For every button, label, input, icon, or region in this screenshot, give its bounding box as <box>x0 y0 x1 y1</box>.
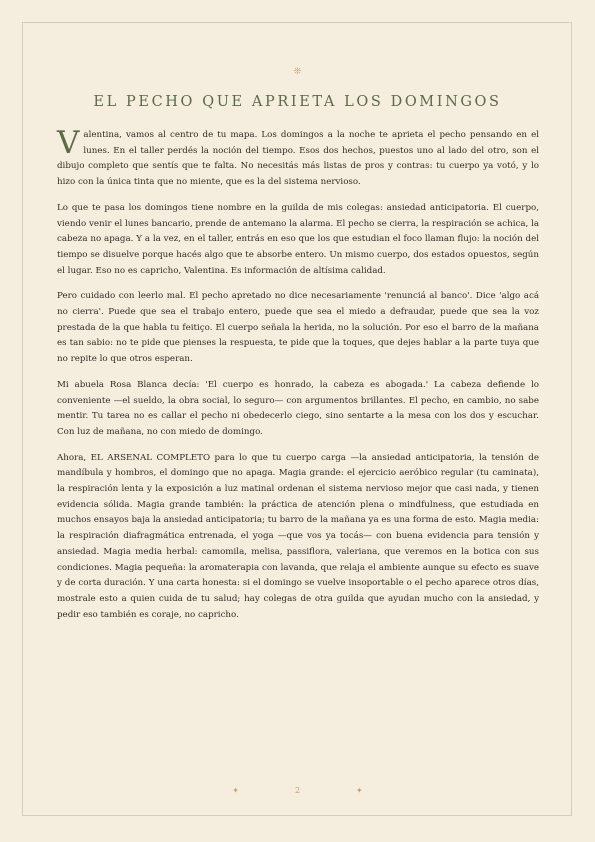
page-title: EL PECHO QUE APRIETA LOS DOMINGOS <box>93 94 502 110</box>
paragraph-3: Pero cuidado con leerlo mal. El pecho apretado no dice necesariamente 'renunciá al banco'. Dice 'algo acá no cierra'. Puede que sea el trabajo entero, puede que sea el miedo a defraudar, puede que sea la voz prestada de la que habla tu feitiço. El cuerpo señala la herida, no la solución. Por eso el barro de la mañana es tan sabio: no te pide que pienses la respuesta, te pide que la toques, que dejes hablar a la parte tuya que no repite lo que otros esperan. <box>57 291 539 365</box>
paragraph-2: Lo que te pasa los domingos tiene nombre en la guilda de mis colegas: ansiedad anticipatoria. El cuerpo, viendo venir el lunes bancario, prende de antemano la alarma. El pecho se cierra, la respiración se achica, la cabeza no apaga. Y a la vez, en el taller, entrás en eso que los que estudian el foco llaman flujo: la noción del tiempo se disuelve porque hacés algo que te absorbe entero. Un mismo cuerpo, dos estados opuestos, según el lugar. Eso no es capricho, Valentina. Es información de altísima calidad. <box>57 202 539 276</box>
footer-star-left-icon: ✦ <box>232 786 239 795</box>
drop-cap: V <box>57 125 80 161</box>
letter-body <box>57 125 539 633</box>
paragraph-1 <box>57 125 539 191</box>
top-ornament-icon: ❊ <box>293 67 302 77</box>
footer-star-right-icon: ✦ <box>356 786 363 795</box>
paragraph-5: Ahora, EL ARSENAL COMPLETO para lo que tu cuerpo carga —la ansiedad anticipatoria, la tensión de mandíbula y hombros, el domingo que no apaga. Magia grande: el ejercicio aeróbico regular (tu caminata), la respiración lenta y la exposición a luz matinal ordenan el sistema nervioso mejor que casi nada, y tienen evidencia sólida. Magia grande también: la práctica de atención plena o mindfulness, que estudiada en muchos ensayos baja la ansiedad anticipatoria; tu barro de la mañana ya es una forma de esto. Magia media: la respiración diafragmática entrenada, el yoga —que vos ya tocás— con buena evidencia para tensión y ansiedad. Magia media herbal: camomila, melisa, passiflora, valeriana, que veremos en la botica con sus condiciones. Magia pequeña: la aromaterapia con lavanda, que relaja el ambiente aunque su efecto es suave y de corta duración. Y una carta honesta: si el domingo se vuelve insoportable o el pecho aparece otros días, mostrale esto a quien cuida de tu salud; hay colegas de otra guilda que ayudan mucho con la ansiedad, y pedir eso también es coraje, no capricho. <box>57 452 539 620</box>
paragraph-1-text: alentina, vamos al centro de tu mapa. Los domingos a la noche te aprieta el pecho pensando en el lunes. En el taller perdés la noción del tiempo. Esos dos hechos, puestos uno al lado del otro, son el dibujo completo que sentís que te falta. No necesitás más listas de pros y contras: tu cuerpo ya votó, y lo hizo con la única tinta que no miente, que es la del sistema nervioso. <box>57 130 539 188</box>
paragraph-4: Mi abuela Rosa Blanca decía: 'El cuerpo es honrado, la cabeza es abogada.' La cabeza defiende lo conveniente —el sueldo, la obra social, lo seguro— con argumentos brillantes. El pecho, en cambio, no sabe mentir. Tu tarea no es callar el pecho ni obedecerlo ciego, sino sentarte a la mesa con los dos y escuchar. Con luz de mañana, no con miedo de domingo. <box>57 379 539 437</box>
page-footer <box>0 786 595 796</box>
page-number: 2 <box>294 786 301 795</box>
